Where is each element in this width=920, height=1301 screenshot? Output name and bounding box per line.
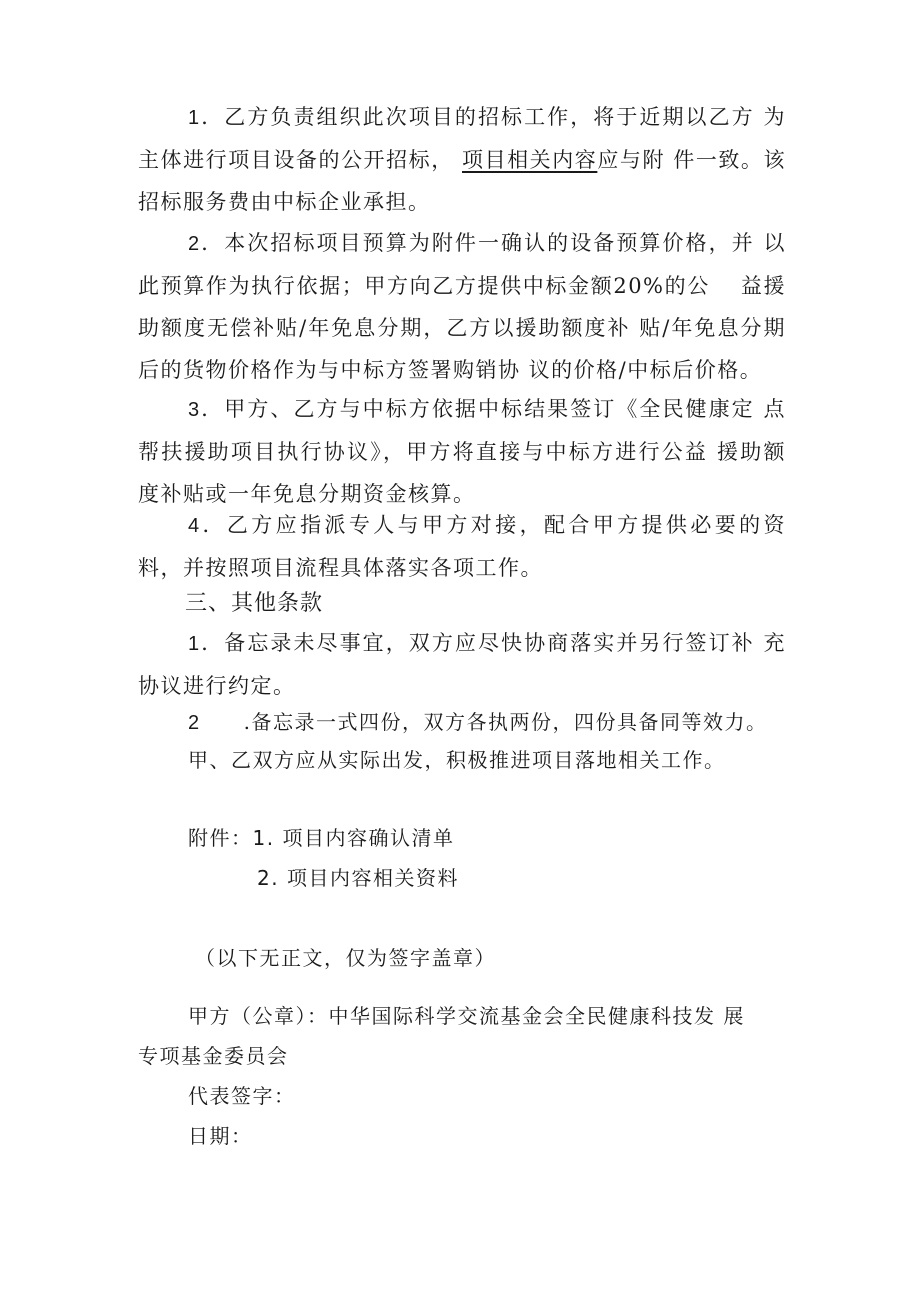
clause-text: ．乙方应指派专人与甲方对接，配合甲方提供必要的资 料，并按照项目流程具体落实各项工作。 — [138, 513, 786, 580]
clause-text: ．本次招标项目预算为附件一确认的设备预算价格，并 以此预算作为执行依据；甲方向乙方提供中标金额20%的公 益援助额度无偿补贴/年免息分期，乙方以援助额度补 贴/年免息分期后的货物价格作为与中标方签署购销协 议的价格/中标后价格。 — [138, 231, 786, 382]
clause-text: ．备忘录未尽事宜，双方应尽快协商落实并另行签订补 充协议进行约定。 — [138, 631, 786, 698]
underlined-text: 项目相关内容 — [462, 148, 598, 172]
party-a-line-cont: 专项基金委员会 — [138, 1044, 289, 1068]
clause-number: 1 — [188, 633, 201, 655]
clause-text-end: 应与附 件一致。该招标服务费由中标企业承担。 — [138, 148, 786, 214]
attachment-item: 2. 项目内容相关资料 — [257, 866, 459, 890]
attachment-label: 附件： — [188, 826, 253, 850]
clause-number: 2 — [188, 233, 201, 255]
clause-number: 3 — [188, 399, 201, 421]
clause-2-1 — [138, 96, 786, 223]
clause-2-3 — [138, 388, 786, 515]
clause-number: 2 — [188, 712, 201, 734]
attachment-item: 1. 项目内容确认清单 — [252, 826, 455, 850]
clause-number: 1 — [188, 107, 201, 129]
clause-number: 4 — [188, 515, 201, 537]
section-heading: 三、其他条款 — [185, 591, 324, 616]
clause-2-2 — [138, 222, 786, 391]
clause-text: ．乙方负责组织此次项目的招标工作，将于近期以乙方 为主体进行项目设备的公开招标， — [138, 105, 786, 172]
attachment-line-1 — [188, 818, 454, 858]
clause-3-1 — [138, 622, 786, 707]
clause-text: ．甲方、乙方与中标方依据中标结果签订《全民健康定 点帮扶援助项目执行协议》，甲方将直接与中标方进行公益 援助额度补贴或一年免息分期资金核算。 — [138, 397, 786, 506]
party-a-line: 甲方（公章）：中华国际科学交流基金会全民健康科技发 展 — [188, 1004, 745, 1028]
date-label: 日期： — [188, 1124, 253, 1148]
clause-2-4 — [138, 504, 786, 589]
signature-note: （以下无正文，仅为签字盖章） — [195, 946, 496, 970]
clause-3-2 — [188, 702, 767, 743]
representative-signature-label: 代表签字： — [188, 1084, 296, 1108]
clause-text: .备忘录一式四份，双方各执两份，四份具备同等效力。 — [200, 710, 768, 734]
closing-statement: 甲、乙双方应从实际出发，积极推进项目落地相关工作。 — [188, 748, 726, 772]
